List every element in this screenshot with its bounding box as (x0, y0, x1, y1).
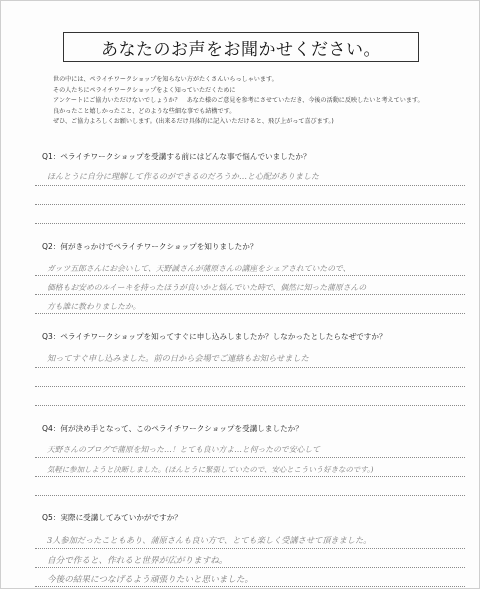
intro-line: ぜひ、ご協力よろしくお願いします。(出来るだけ具体的に記入いただけると、飛び上がって喜びます。) (53, 118, 334, 125)
answer-rule (35, 495, 465, 496)
answer-rule (35, 405, 465, 406)
answer-5-line-2: 自分で作ると、作れると世界が広がりますね。 (47, 556, 228, 566)
answer-rule (35, 567, 465, 568)
question-5: Q5：実際に受講してみていかがですか？ (42, 513, 182, 522)
answer-rule (35, 313, 465, 314)
intro-line: 良かったこと嬉しかったこと、どのような些細な事でも結構です。 (53, 107, 236, 115)
intro-text (53, 75, 473, 128)
question-4: Q4：何が決め手となって、このペライチワークショップを受講しましたか？ (42, 424, 303, 433)
answer-4-line-1: 天野さんのブログで蒲原を知った…！とても良い方よ…と何ったので安心して (47, 445, 320, 454)
answer-1-line-1: ほんとうに自分に理解して作るのができるのだろうか…と心配がありました (47, 172, 319, 181)
answer-2-line-2: 価格もお安めのルイーキを持ったほうが良いかと悩んでいた時で、偶然に知った蒲原さんの (47, 283, 367, 292)
answer-rule (35, 367, 465, 368)
intro-line: アンケートにご協力いただけないでしょうか？ あなた様のご意見を参考にさせていただき、今後の活動に反映したいと考えています。 (53, 97, 424, 104)
answer-rule (35, 294, 465, 295)
answer-2-line-3: 方も誰に教わりましたか。 (47, 302, 141, 311)
answer-5-line-1: 3人参加だったこともあり、蒲原さんも良い方で、とても楽しく受講させて頂きました。 (47, 535, 372, 545)
answer-rule (35, 457, 465, 458)
answer-rule (35, 586, 465, 587)
answer-rule (35, 204, 465, 205)
answer-2-line-1: ガッツ五郎さんにお会いして、天野誠さんが蒲原さんの講座をシェアされていたので、 (47, 264, 351, 273)
answer-rule (35, 476, 465, 477)
answer-5-line-3: 今後の結果につなげるよう頑張りたいと思いました。 (47, 575, 254, 585)
answer-rule (35, 386, 465, 387)
answer-rule (35, 275, 465, 276)
question-1: Q1：ペライチワークショップを受講する前にはどんな事で悩んでいましたか？ (42, 152, 311, 161)
intro-line: その人たちにペライチワークショップをよく知っていただくために (53, 86, 236, 94)
question-3: Q3：ペライチワークショップを知ってすぐに申し込みしましたか？しなかったとしたらなぜですか？ (42, 332, 387, 341)
answer-rule (35, 185, 465, 186)
answer-rule (35, 223, 465, 224)
answer-4-line-2: 気軽に参加しようと決断しました。(ほんとうに緊張していたので、安心とこういう好きなのです。) (47, 465, 374, 474)
answer-3-line-1: 知ってすぐ申し込みました。前の日から会場でご連絡もお知らせました (47, 353, 309, 363)
question-2: Q2：何がきっかけでペライチワークショップを知りましたか？ (42, 242, 258, 251)
answer-rule (35, 548, 465, 549)
intro-line: 世の中には、ペライチワークショップを知らない方がたくさんいらっしゃいます。 (53, 76, 278, 83)
survey-title: あなたのお声をお聞かせください。 (63, 32, 419, 62)
